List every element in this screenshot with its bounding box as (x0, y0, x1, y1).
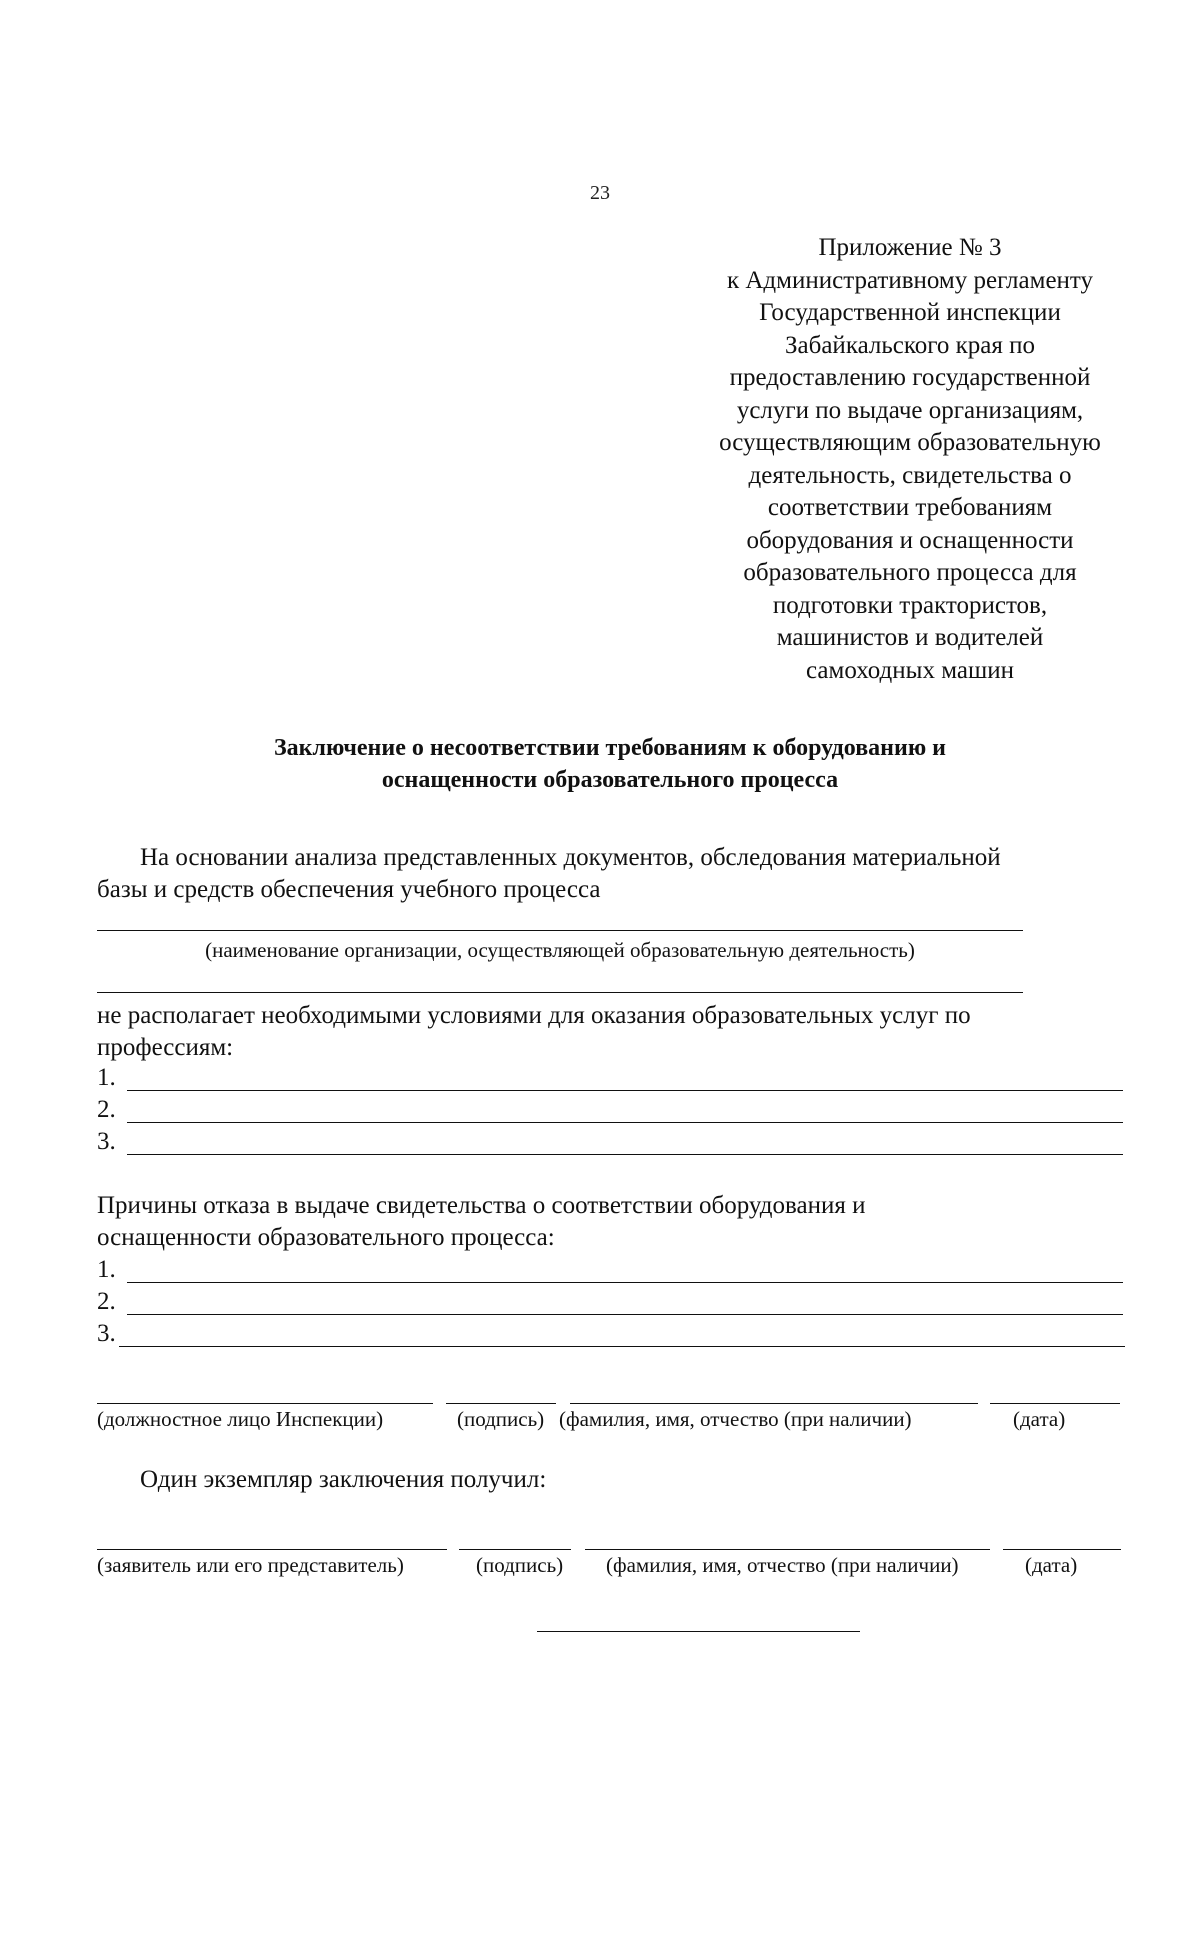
appendix-header (680, 232, 1140, 687)
organization-name-line[interactable] (97, 930, 1023, 931)
appendix-line: соответствии требованиям (767, 494, 1053, 521)
reason-line[interactable] (127, 1282, 1123, 1283)
appendix-line: машинистов и водителей (776, 624, 1044, 651)
reason-line[interactable] (127, 1314, 1123, 1315)
lacks-conditions-line-1: не располагает необходимыми условиями для оказания образовательных услуг по (97, 1002, 971, 1029)
reason-line[interactable] (119, 1346, 1125, 1347)
organization-caption: (наименование организации, осуществляющей образовательную деятельность) (205, 938, 915, 962)
date-line[interactable] (990, 1403, 1120, 1404)
profession-number: 1. (97, 1064, 116, 1091)
applicant-full-name-line[interactable] (585, 1549, 990, 1550)
reason-number: 1. (97, 1256, 116, 1283)
applicant-signature-line[interactable] (459, 1549, 571, 1550)
profession-line[interactable] (127, 1090, 1123, 1091)
appendix-line: предоставлению государственной (729, 364, 1091, 391)
reason-number: 3. (97, 1320, 116, 1347)
profession-number: 2. (97, 1096, 116, 1123)
appendix-line: оборудования и оснащенности (746, 526, 1074, 554)
signature-caption: (подпись) (457, 1407, 545, 1431)
title-line-2: оснащенности образовательного процесса (381, 767, 839, 793)
official-caption: (должностное лицо Инспекции) (97, 1407, 384, 1431)
lacks-conditions-line-2: профессиям: (97, 1034, 234, 1061)
refusal-line-2: оснащенности образовательного процесса: (97, 1224, 555, 1251)
appendix-line: подготовки трактористов, (772, 591, 1048, 619)
full-name-line[interactable] (570, 1403, 978, 1404)
page-number: 23 (590, 182, 610, 204)
signature-line[interactable] (446, 1403, 556, 1404)
profession-line[interactable] (127, 1154, 1123, 1155)
intro-line-1: На основании анализа представленных документов, обследования материальной (140, 844, 1001, 871)
applicant-caption: (заявитель или его представитель) (97, 1553, 404, 1577)
official-line[interactable] (97, 1403, 433, 1404)
intro-line-2: базы и средств обеспечения учебного процесса (97, 876, 601, 903)
organization-name-line-2[interactable] (97, 992, 1023, 993)
appendix-line: Государственной инспекции (759, 299, 1061, 326)
appendix-line: самоходных машин (806, 656, 1014, 684)
closing-divider (537, 1631, 860, 1632)
profession-line[interactable] (127, 1122, 1123, 1123)
appendix-line: услуги по выдаче организациям, (736, 396, 1084, 424)
profession-number: 3. (97, 1128, 116, 1155)
appendix-line: деятельность, свидетельства о (748, 461, 1072, 489)
copy-received: Один экземпляр заключения получил: (140, 1466, 547, 1493)
reason-number: 2. (97, 1288, 116, 1315)
appendix-line: к Административному регламенту (726, 266, 1094, 294)
refusal-line-1: Причины отказа в выдаче свидетельства о соответствии оборудования и (97, 1192, 866, 1219)
date-caption: (дата) (1013, 1407, 1066, 1431)
full-name-caption: (фамилия, имя, отчество (при наличии) (559, 1407, 912, 1431)
appendix-line: образовательного процесса для (743, 559, 1077, 586)
applicant-signature-caption: (подпись) (476, 1553, 564, 1577)
applicant-full-name-caption: (фамилия, имя, отчество (при наличии) (606, 1553, 959, 1577)
appendix-line: Забайкальского края по (785, 331, 1035, 359)
appendix-line: Приложение № 3 (818, 234, 1002, 261)
applicant-line[interactable] (97, 1549, 447, 1550)
applicant-date-caption: (дата) (1025, 1553, 1078, 1577)
appendix-line: осуществляющим образовательную (719, 429, 1101, 456)
title-line-1: Заключение о несоответствии требованиям к оборудованию и (273, 735, 946, 761)
applicant-date-line[interactable] (1003, 1549, 1121, 1550)
document-title (150, 732, 1070, 796)
